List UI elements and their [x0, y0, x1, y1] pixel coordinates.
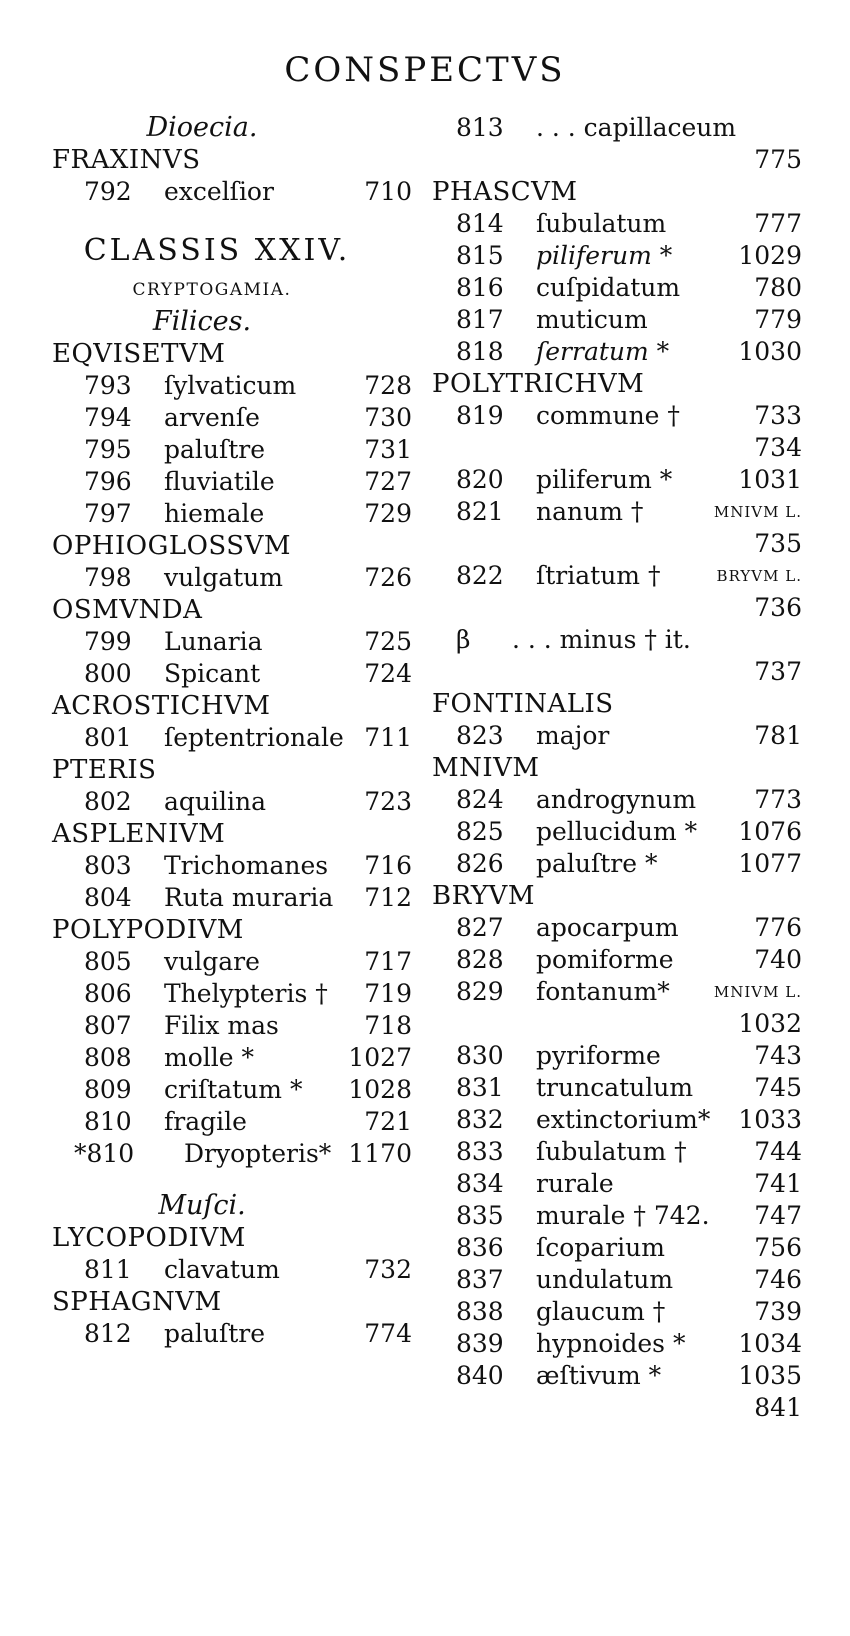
genus-heading: EQVISETVM [52, 339, 226, 369]
genus-heading: PTERIS [52, 755, 157, 785]
entry-number: 825 [456, 817, 504, 846]
entry-page: 729 [364, 499, 412, 528]
entry-number: 831 [456, 1073, 504, 1102]
entry-page: 747 [754, 1201, 802, 1230]
entry-number: 826 [456, 849, 504, 878]
entry-number: 815 [456, 241, 504, 270]
species-entry [432, 1232, 802, 1264]
species-entry [432, 1168, 802, 1200]
entry-page: 746 [754, 1265, 802, 1294]
entry-number: 827 [456, 913, 504, 942]
species-entry [432, 560, 802, 592]
entry-name: clavatum [164, 1255, 280, 1284]
entry-number: 824 [456, 785, 504, 814]
entry-page: 1035 [738, 1361, 802, 1390]
entry-number: 809 [84, 1075, 132, 1104]
right-column [432, 112, 802, 1424]
entry-number: 796 [84, 467, 132, 496]
entry-number: 810 [84, 1107, 132, 1136]
species-entry [52, 176, 412, 208]
entry-name: paluſtre [164, 435, 266, 464]
entry-page-continued: 734 [754, 433, 802, 462]
synonym-note: MNIVM L. [713, 503, 802, 521]
entry-page: 727 [364, 467, 412, 496]
entry-number: 832 [456, 1105, 504, 1134]
species-entry [52, 434, 412, 466]
entry-name: ſubulatum [536, 209, 667, 238]
species-entry [432, 272, 802, 304]
genus-heading: SPHAGNVM [52, 1287, 222, 1317]
entry-name: piliferum * [536, 465, 673, 494]
species-entry [432, 400, 802, 432]
entry-name: glaucum † [536, 1297, 666, 1326]
species-entry [52, 882, 412, 914]
genus-heading: ASPLENIVM [52, 819, 226, 849]
species-entry [432, 112, 802, 144]
entry-page-continued: 1032 [738, 1009, 802, 1038]
entry-number: 805 [84, 947, 132, 976]
entry-name: criſtatum * [164, 1075, 303, 1104]
entry-number: 828 [456, 945, 504, 974]
entry-name: fragile [164, 1107, 247, 1136]
genus-heading: POLYPODIVM [52, 915, 244, 945]
entry-page-continued: 735 [754, 529, 802, 558]
entry-page: 739 [754, 1297, 802, 1326]
entry-name: fontanum* [536, 977, 670, 1006]
species-entry [432, 1264, 802, 1296]
entry-name: pomiforme [536, 945, 674, 974]
species-entry [52, 1318, 412, 1350]
entry-number: 840 [456, 1361, 504, 1390]
entry-name: Dryopteris* [184, 1139, 332, 1168]
entry-page-continued: 737 [754, 657, 802, 686]
entry-number: 836 [456, 1233, 504, 1262]
entry-name: ſubulatum † [536, 1137, 687, 1166]
entry-page: 711 [364, 723, 412, 752]
variety-entry [432, 624, 802, 656]
entry-number: 804 [84, 883, 132, 912]
entry-page: 744 [754, 1137, 802, 1166]
entry-page: 724 [364, 659, 412, 688]
species-entry [432, 784, 802, 816]
entry-page: 1030 [738, 337, 802, 366]
entry-page: 718 [364, 1011, 412, 1040]
entry-name: piliferum * [536, 241, 673, 270]
entry-page: 743 [754, 1041, 802, 1070]
spacer [52, 208, 412, 228]
entry-name: ſerratum * [536, 337, 670, 366]
entry-page: 1076 [738, 817, 802, 846]
entry-number: 802 [84, 787, 132, 816]
genus-heading: PHASCVM [432, 177, 578, 207]
entry-name: undulatum [536, 1265, 674, 1294]
species-entry [432, 1072, 802, 1104]
entry-name: rurale [536, 1169, 614, 1198]
species-entry [52, 1074, 412, 1106]
genus-heading: ACROSTICHVM [52, 691, 271, 721]
genus-heading: OPHIOGLOSSVM [52, 531, 291, 561]
entry-name: vulgatum [164, 563, 283, 592]
genus-heading: LYCOPODIVM [52, 1223, 246, 1253]
entry-name: truncatulum [536, 1073, 694, 1102]
section-heading: Muſci. [158, 1190, 246, 1221]
entry-number: 800 [84, 659, 132, 688]
entry-number: 819 [456, 401, 504, 430]
entry-name: . . . minus † it. [512, 625, 691, 654]
entry-page: 781 [754, 721, 802, 750]
species-entry [52, 658, 412, 690]
entry-number: 797 [84, 499, 132, 528]
entry-page: 733 [754, 401, 802, 430]
species-entry [52, 786, 412, 818]
entry-number: 801 [84, 723, 132, 752]
entry-page-continued: 775 [754, 145, 802, 174]
entry-number: 808 [84, 1043, 132, 1072]
entry-page: 1029 [738, 241, 802, 270]
entry-page: 732 [364, 1255, 412, 1284]
entry-name: androgynum [536, 785, 697, 814]
entry-number: 792 [84, 177, 132, 206]
entry-name: æſtivum * [536, 1361, 662, 1390]
species-entry [52, 402, 412, 434]
species-entry [432, 240, 802, 272]
entry-page: 1027 [348, 1043, 412, 1072]
species-entry [432, 1136, 802, 1168]
entry-number: 793 [84, 371, 132, 400]
entry-number: 817 [456, 305, 504, 334]
entry-number: 821 [456, 497, 504, 526]
entry-number: 803 [84, 851, 132, 880]
entry-name: paluſtre * [536, 849, 658, 878]
entry-page: 721 [364, 1107, 412, 1136]
entry-page: 731 [364, 435, 412, 464]
entry-page: 728 [364, 371, 412, 400]
entry-page: 710 [364, 177, 412, 206]
catchword: 841 [754, 1393, 802, 1422]
species-entry [52, 1042, 412, 1074]
species-entry [52, 498, 412, 530]
species-entry [432, 816, 802, 848]
entry-number: 811 [84, 1255, 132, 1284]
species-entry [432, 464, 802, 496]
entry-name: ſtriatum † [536, 561, 661, 590]
entry-page: 723 [364, 787, 412, 816]
entry-name: pyriforme [536, 1041, 661, 1070]
entry-page: 779 [754, 305, 802, 334]
entry-number: 834 [456, 1169, 504, 1198]
species-entry [52, 1010, 412, 1042]
entry-page: 726 [364, 563, 412, 592]
entry-name: pellucidum * [536, 817, 698, 846]
entry-page: 740 [754, 945, 802, 974]
entry-name: Ruta muraria [164, 883, 334, 912]
section-heading: Dioecia. [146, 112, 258, 143]
entry-page: 773 [754, 785, 802, 814]
entry-page: 741 [754, 1169, 802, 1198]
entry-name: Thelypteris † [164, 979, 328, 1008]
entry-page: 1077 [738, 849, 802, 878]
entry-name: Spicant [164, 659, 261, 688]
entry-number: 807 [84, 1011, 132, 1040]
species-entry [52, 1138, 412, 1170]
species-entry [432, 912, 802, 944]
entry-name: ſeptentrionale [164, 723, 344, 752]
entry-number: *810 [74, 1139, 135, 1168]
species-entry [52, 370, 412, 402]
entry-page: 780 [754, 273, 802, 302]
species-entry [432, 1360, 802, 1392]
species-entry [432, 1200, 802, 1232]
entry-number: 799 [84, 627, 132, 656]
entry-number: 823 [456, 721, 504, 750]
entry-number: 830 [456, 1041, 504, 1070]
entry-page: 777 [754, 209, 802, 238]
entry-name: major [536, 721, 610, 750]
entry-name: Trichomanes [164, 851, 329, 880]
genus-heading: MNIVM [432, 753, 540, 783]
species-entry [52, 1254, 412, 1286]
entry-page: 719 [364, 979, 412, 1008]
entry-page: 774 [364, 1319, 412, 1348]
species-entry [52, 626, 412, 658]
entry-name: apocarpum [536, 913, 679, 942]
species-entry [432, 1328, 802, 1360]
entry-name: ſcoparium [536, 1233, 665, 1262]
entry-name: aquilina [164, 787, 267, 816]
entry-number: 816 [456, 273, 504, 302]
entry-number: 839 [456, 1329, 504, 1358]
synonym-note: BRYVM L. [716, 567, 802, 585]
species-entry [52, 466, 412, 498]
entry-number: 818 [456, 337, 504, 366]
genus-heading: FRAXINVS [52, 145, 201, 175]
entry-page: 1034 [738, 1329, 802, 1358]
entry-page: 717 [364, 947, 412, 976]
entry-number: 814 [456, 209, 504, 238]
entry-name: cuſpidatum [536, 273, 681, 302]
entry-number: 833 [456, 1137, 504, 1166]
entry-page: 1028 [348, 1075, 412, 1104]
entry-name: ſylvaticum [164, 371, 297, 400]
species-entry [432, 496, 802, 528]
species-entry [432, 720, 802, 752]
entry-page: 712 [364, 883, 412, 912]
entry-page: 1170 [348, 1139, 412, 1168]
species-entry [52, 1106, 412, 1138]
class-heading: CLASSIS XXIV. [83, 233, 351, 268]
entry-name: vulgare [164, 947, 260, 976]
entry-name: paluſtre [164, 1319, 266, 1348]
species-entry [52, 978, 412, 1010]
entry-number: 837 [456, 1265, 504, 1294]
entry-name: hypnoides * [536, 1329, 686, 1358]
species-entry [432, 1296, 802, 1328]
species-entry [52, 946, 412, 978]
entry-number: 829 [456, 977, 504, 1006]
entry-number: 795 [84, 435, 132, 464]
entry-name: molle * [164, 1043, 254, 1072]
entry-name: Lunaria [164, 627, 263, 656]
entry-number: 835 [456, 1201, 504, 1230]
entry-page: 776 [754, 913, 802, 942]
class-subheading: CRYPTOGAMIA. [132, 280, 292, 300]
entry-page: 716 [364, 851, 412, 880]
species-entry [432, 848, 802, 880]
entry-page: 1033 [738, 1105, 802, 1134]
entry-name: muticum [536, 305, 648, 334]
entry-number: 813 [456, 113, 504, 142]
entry-name: murale † 742. [536, 1201, 710, 1230]
species-entry [432, 976, 802, 1008]
species-entry [432, 1040, 802, 1072]
entry-number: 812 [84, 1319, 132, 1348]
page-title: CONSPECTVS [284, 50, 566, 90]
species-entry [432, 336, 802, 368]
entry-number: 794 [84, 403, 132, 432]
species-entry [52, 562, 412, 594]
species-entry [432, 944, 802, 976]
entry-name: extinctorium* [536, 1105, 711, 1134]
entry-name: fluviatile [164, 467, 275, 496]
entry-page: 745 [754, 1073, 802, 1102]
entry-number: 798 [84, 563, 132, 592]
entry-page: 730 [364, 403, 412, 432]
entry-number: 838 [456, 1297, 504, 1326]
species-entry [52, 722, 412, 754]
entry-name: arvenſe [164, 403, 260, 432]
entry-name: commune † [536, 401, 680, 430]
genus-heading: BRYVM [432, 881, 535, 911]
entry-name: nanum † [536, 497, 644, 526]
entry-page-continued: 736 [754, 593, 802, 622]
entry-page: 756 [754, 1233, 802, 1262]
species-entry [432, 1104, 802, 1136]
entry-number: 822 [456, 561, 504, 590]
entry-number: β [456, 625, 471, 654]
genus-heading: OSMVNDA [52, 595, 203, 625]
left-column [52, 112, 412, 1350]
species-entry [432, 304, 802, 336]
species-entry [52, 850, 412, 882]
genus-heading: POLYTRICHVM [432, 369, 645, 399]
entry-number: 806 [84, 979, 132, 1008]
synonym-note: MNIVM L. [713, 983, 802, 1001]
entry-page: 725 [364, 627, 412, 656]
entry-page: 1031 [738, 465, 802, 494]
entry-number: 820 [456, 465, 504, 494]
spacer [52, 1170, 412, 1190]
entry-name: Filix mas [164, 1011, 279, 1040]
entry-name: . . . capillaceum [536, 113, 737, 142]
species-entry [432, 208, 802, 240]
genus-heading: FONTINALIS [432, 689, 614, 719]
section-heading: Filices. [152, 306, 252, 337]
entry-name: hiemale [164, 499, 265, 528]
entry-name: excelſior [164, 177, 274, 206]
